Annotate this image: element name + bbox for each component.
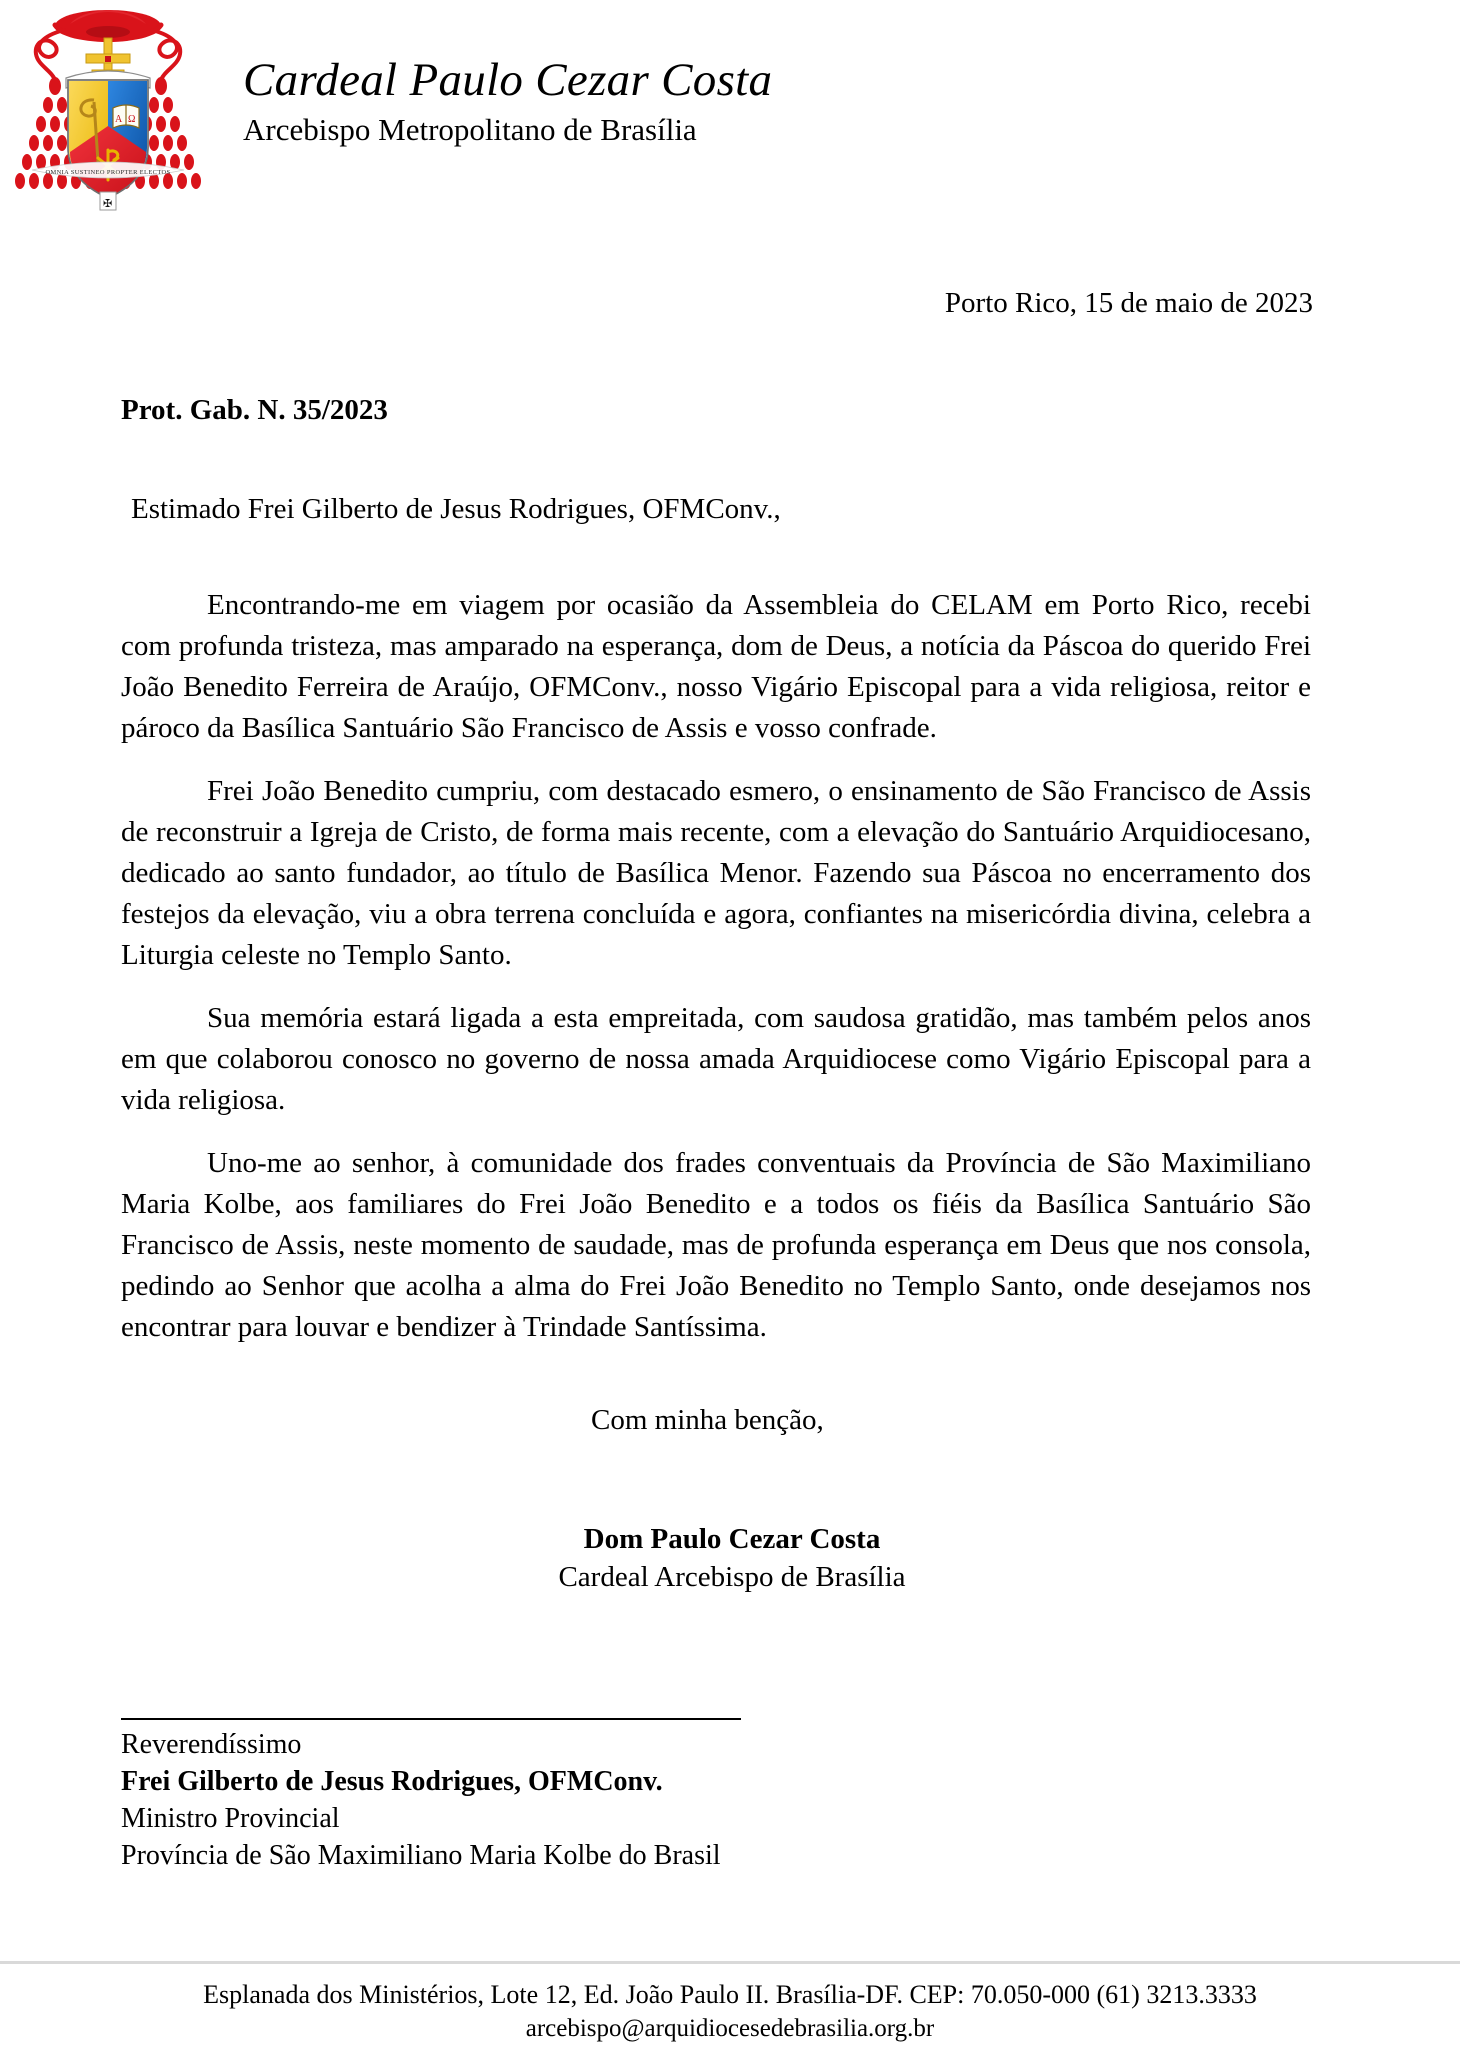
recipient-name: Frei Gilberto de Jesus Rodrigues, OFMConv. xyxy=(121,1766,663,1797)
letterhead-subtitle: Arcebispo Metropolitano de Brasília xyxy=(243,112,697,147)
paragraph-list xyxy=(121,585,1311,1348)
letterhead-title: Cardeal Paulo Cezar Costa xyxy=(243,54,773,106)
signature-name: Dom Paulo Cezar Costa xyxy=(583,1523,881,1555)
coat-of-arms-icon xyxy=(8,2,208,212)
signature-role: Cardeal Arcebispo de Brasília xyxy=(558,1561,906,1593)
closing-line: Com minha benção, xyxy=(591,1404,824,1436)
signature-block xyxy=(121,1520,1343,1596)
motto-text: OMNIA SUSTINEO PROPTER ELECTOS xyxy=(45,169,171,176)
recipient-province: Província de São Maximiliano Maria Kolbe do Brasil xyxy=(121,1840,721,1871)
body-paragraph: Uno-me ao senhor, à comunidade dos frades conventuais da Província de São Maximiliano Maria Kolbe, aos familiares do Frei João Benedito e a todos os fiéis da Basílica Santuário São Francisco de Assis, neste momento de saudade, mas de profunda esperança em Deus que nos consola, pedindo ao Senhor que acolha a alma do Frei João Benedito no Templo Santo, onde desejamos nos encontrar para louvar e bendizer à Trindade Santíssima. xyxy=(121,1147,1311,1343)
letterhead-text xyxy=(243,52,772,150)
recipient-honorific: Reverendíssimo xyxy=(121,1729,302,1760)
date-line: Porto Rico, 15 de maio de 2023 xyxy=(944,287,1313,319)
footer-address: Esplanada dos Ministérios, Lote 12, Ed. João Paulo II. Brasília-DF. CEP: 70.050-000 (61) 3213.3333 xyxy=(203,1980,1257,2009)
recipient-block xyxy=(121,1718,741,1874)
footer xyxy=(0,1978,1460,2046)
protocol-number: Prot. Gab. N. 35/2023 xyxy=(121,394,388,426)
footer-divider xyxy=(0,1961,1460,1964)
svg-text:Ω: Ω xyxy=(128,114,136,125)
body-paragraph: Frei João Benedito cumpriu, com destacado esmero, o ensinamento de São Francisco de Assis de reconstruir a Igreja de Cristo, de forma mais recente, com a elevação do Santuário Arquidiocesano, dedicado ao santo fundador, ao título de Basílica Menor. Fazendo sua Páscoa no encerramento dos festejos da elevação, viu a obra terrena concluída e agora, confiantes na misericórdia divina, celebra a Liturgia celeste no Templo Santo. xyxy=(121,775,1311,971)
letterhead xyxy=(0,0,1460,215)
recipient-divider xyxy=(121,1718,741,1720)
body-paragraph: Sua memória estará ligada a esta empreitada, com saudosa gratidão, mas também pelos anos em que colaborou conosco no governo de nossa amada Arquidiocese como Vigário Episcopal para a vida religiosa. xyxy=(121,1002,1311,1116)
footer-email[interactable]: arcebispo@arquidiocesedebrasilia.org.br xyxy=(525,2015,935,2042)
salutation: Estimado Frei Gilberto de Jesus Rodrigues, OFMConv., xyxy=(131,493,781,525)
svg-text:A: A xyxy=(115,114,123,125)
body-paragraph: Encontrando-me em viagem por ocasião da Assembleia do CELAM em Porto Rico, recebi com profunda tristeza, mas amparado na esperança, dom de Deus, a notícia da Páscoa do querido Frei João Benedito Ferreira de Araújo, OFMConv., nosso Vigário Episcopal para a vida religiosa, reitor e pároco da Basílica Santuário São Francisco de Assis e vosso confrade. xyxy=(121,589,1311,744)
svg-text:✠: ✠ xyxy=(103,198,113,210)
recipient-role: Ministro Provincial xyxy=(121,1803,340,1834)
